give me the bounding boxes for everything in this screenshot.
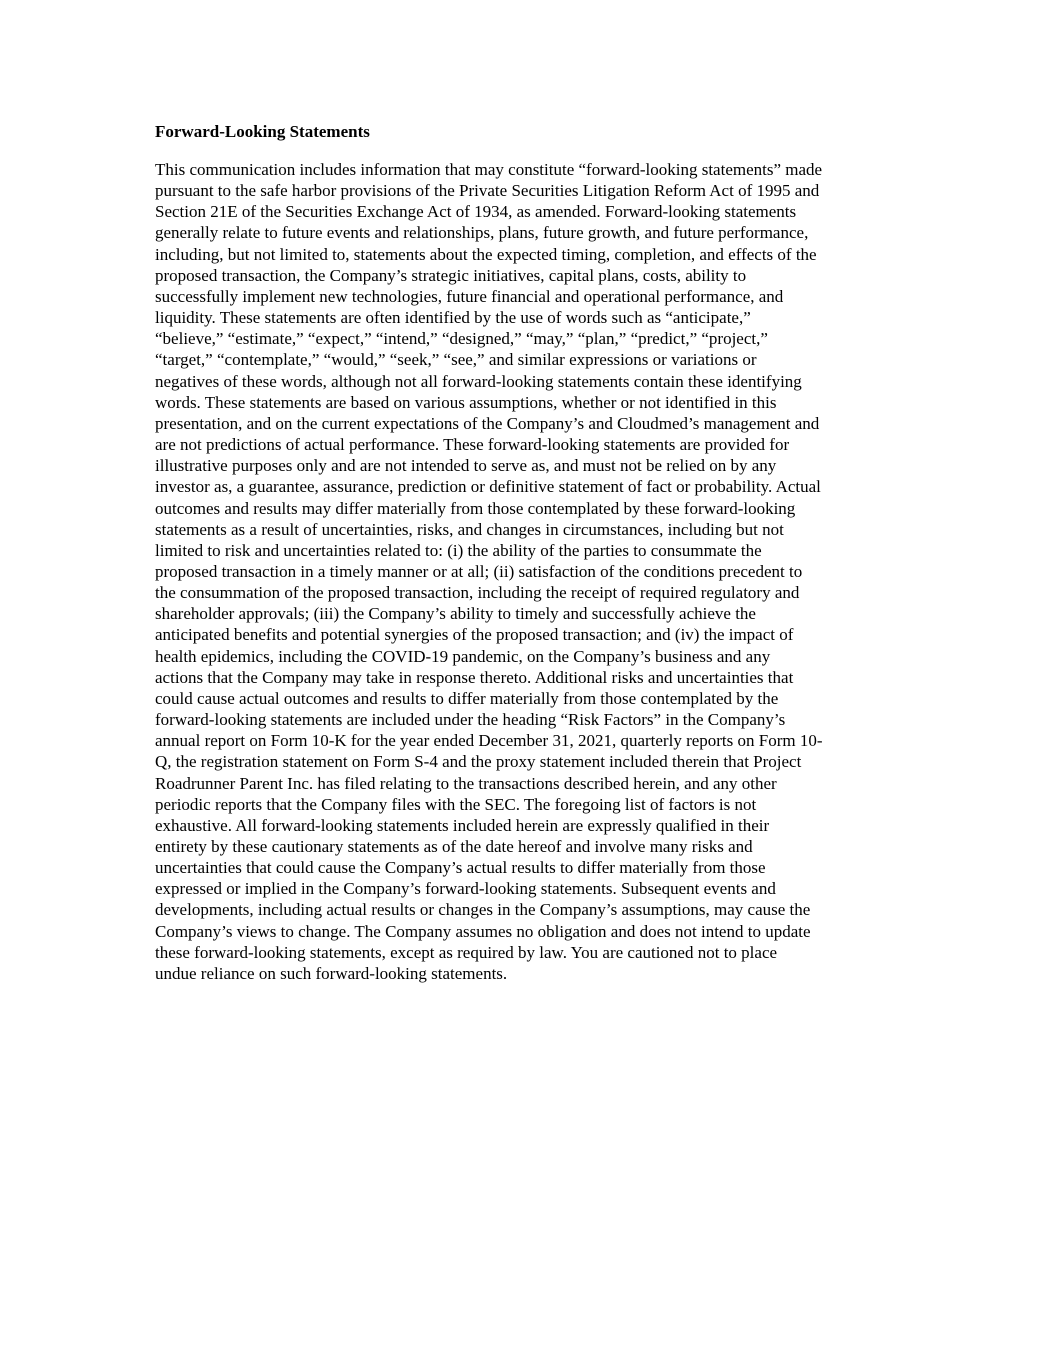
- paragraph-line: exhaustive. All forward-looking statements included herein are expressly qualified in their: [155, 815, 770, 835]
- paragraph-line: statements as a result of uncertainties, risks, and changes in circumstances, including but not: [155, 519, 784, 539]
- paragraph-line: negatives of these words, although not all forward-looking statements contain these identifying: [155, 371, 802, 391]
- paragraph-line: could cause actual outcomes and results to differ materially from those contemplated by the: [155, 688, 779, 708]
- paragraph-line: “target,” “contemplate,” “would,” “seek,” “see,” and similar expressions or variations or: [155, 350, 757, 370]
- paragraph-line: undue reliance on such forward-looking statements.: [155, 963, 508, 983]
- paragraph-line: periodic reports that the Company files with the SEC. The foregoing list of factors is not: [155, 794, 757, 814]
- section-heading: Forward-Looking Statements: [155, 122, 370, 141]
- paragraph-line: Roadrunner Parent Inc. has filed relating to the transactions described herein, and any other: [155, 773, 777, 793]
- paragraph-line: liquidity. These statements are often identified by the use of words such as “anticipate,”: [155, 308, 751, 328]
- paragraph-line: Section 21E of the Securities Exchange Act of 1934, as amended. Forward-looking statements: [155, 202, 797, 222]
- forward-looking-paragraph: [155, 159, 823, 984]
- paragraph-line: pursuant to the safe harbor provisions of the Private Securities Litigation Reform Act of 1995 and: [155, 181, 820, 201]
- paragraph-line: entirety by these cautionary statements as of the date hereof and involve many risks and: [155, 837, 753, 856]
- paragraph-line: uncertainties that could cause the Company’s actual results to differ materially from those: [155, 858, 766, 878]
- paragraph-line: successfully implement new technologies, future financial and operational performance, and: [155, 286, 784, 306]
- paragraph-line: including, but not limited to, statements about the expected timing, completion, and effects of the: [155, 244, 817, 264]
- paragraph-line: the consummation of the proposed transaction, including the receipt of required regulatory and: [155, 583, 800, 603]
- paragraph-line: expressed or implied in the Company’s forward-looking statements. Subsequent events and: [155, 879, 776, 899]
- paragraph-line: actions that the Company may take in response thereto. Additional risks and uncertainties that: [155, 667, 794, 687]
- paragraph-line: Company’s views to change. The Company assumes no obligation and does not intend to update: [155, 921, 811, 941]
- paragraph-line: limited to risk and uncertainties related to: (i) the ability of the parties to consummate the: [155, 540, 762, 560]
- paragraph-line: words. These statements are based on various assumptions, whether or not identified in this: [155, 392, 777, 412]
- paragraph-line: forward-looking statements are included under the heading “Risk Factors” in the Company’s: [155, 710, 786, 730]
- paragraph-line: illustrative purposes only and are not intended to serve as, and must not be relied on by any: [155, 456, 777, 476]
- paragraph-line: health epidemics, including the COVID-19 pandemic, on the Company’s business and any: [155, 646, 771, 666]
- paragraph-line: developments, including actual results or changes in the Company’s assumptions, may cause the: [155, 900, 811, 920]
- paragraph-line: Q, the registration statement on Form S-4 and the proxy statement included therein that Project: [155, 752, 802, 772]
- paragraph-line: are not predictions of actual performance. These forward-looking statements are provided for: [155, 435, 790, 455]
- paragraph-line: presentation, and on the current expectations of the Company’s and Cloudmed’s management and: [155, 413, 820, 433]
- paragraph-line: proposed transaction, the Company’s strategic initiatives, capital plans, costs, ability to: [155, 265, 747, 285]
- paragraph-line: “believe,” “estimate,” “expect,” “intend,” “designed,” “may,” “plan,” “predict,” “project,”: [155, 329, 768, 349]
- paragraph-line: investor as, a guarantee, assurance, prediction or definitive statement of fact or probability. Actual: [155, 477, 821, 497]
- paragraph-line: proposed transaction in a timely manner or at all; (ii) satisfaction of the conditions precedent to: [155, 561, 803, 581]
- paragraph-line: This communication includes information that may constitute “forward-looking statements” made: [155, 160, 823, 179]
- paragraph-line: anticipated benefits and potential synergies of the proposed transaction; and (iv) the impact of: [155, 625, 794, 645]
- paragraph-line: outcomes and results may differ materially from those contemplated by these forward-looking: [155, 498, 796, 518]
- paragraph-line: annual report on Form 10-K for the year ended December 31, 2021, quarterly reports on Form 10-: [155, 731, 823, 751]
- paragraph-line: shareholder approvals; (iii) the Company’s ability to timely and successfully achieve the: [155, 604, 756, 624]
- paragraph-line: these forward-looking statements, except as required by law. You are cautioned not to place: [155, 942, 778, 962]
- paragraph-line: generally relate to future events and relationships, plans, future growth, and future performance,: [155, 223, 809, 243]
